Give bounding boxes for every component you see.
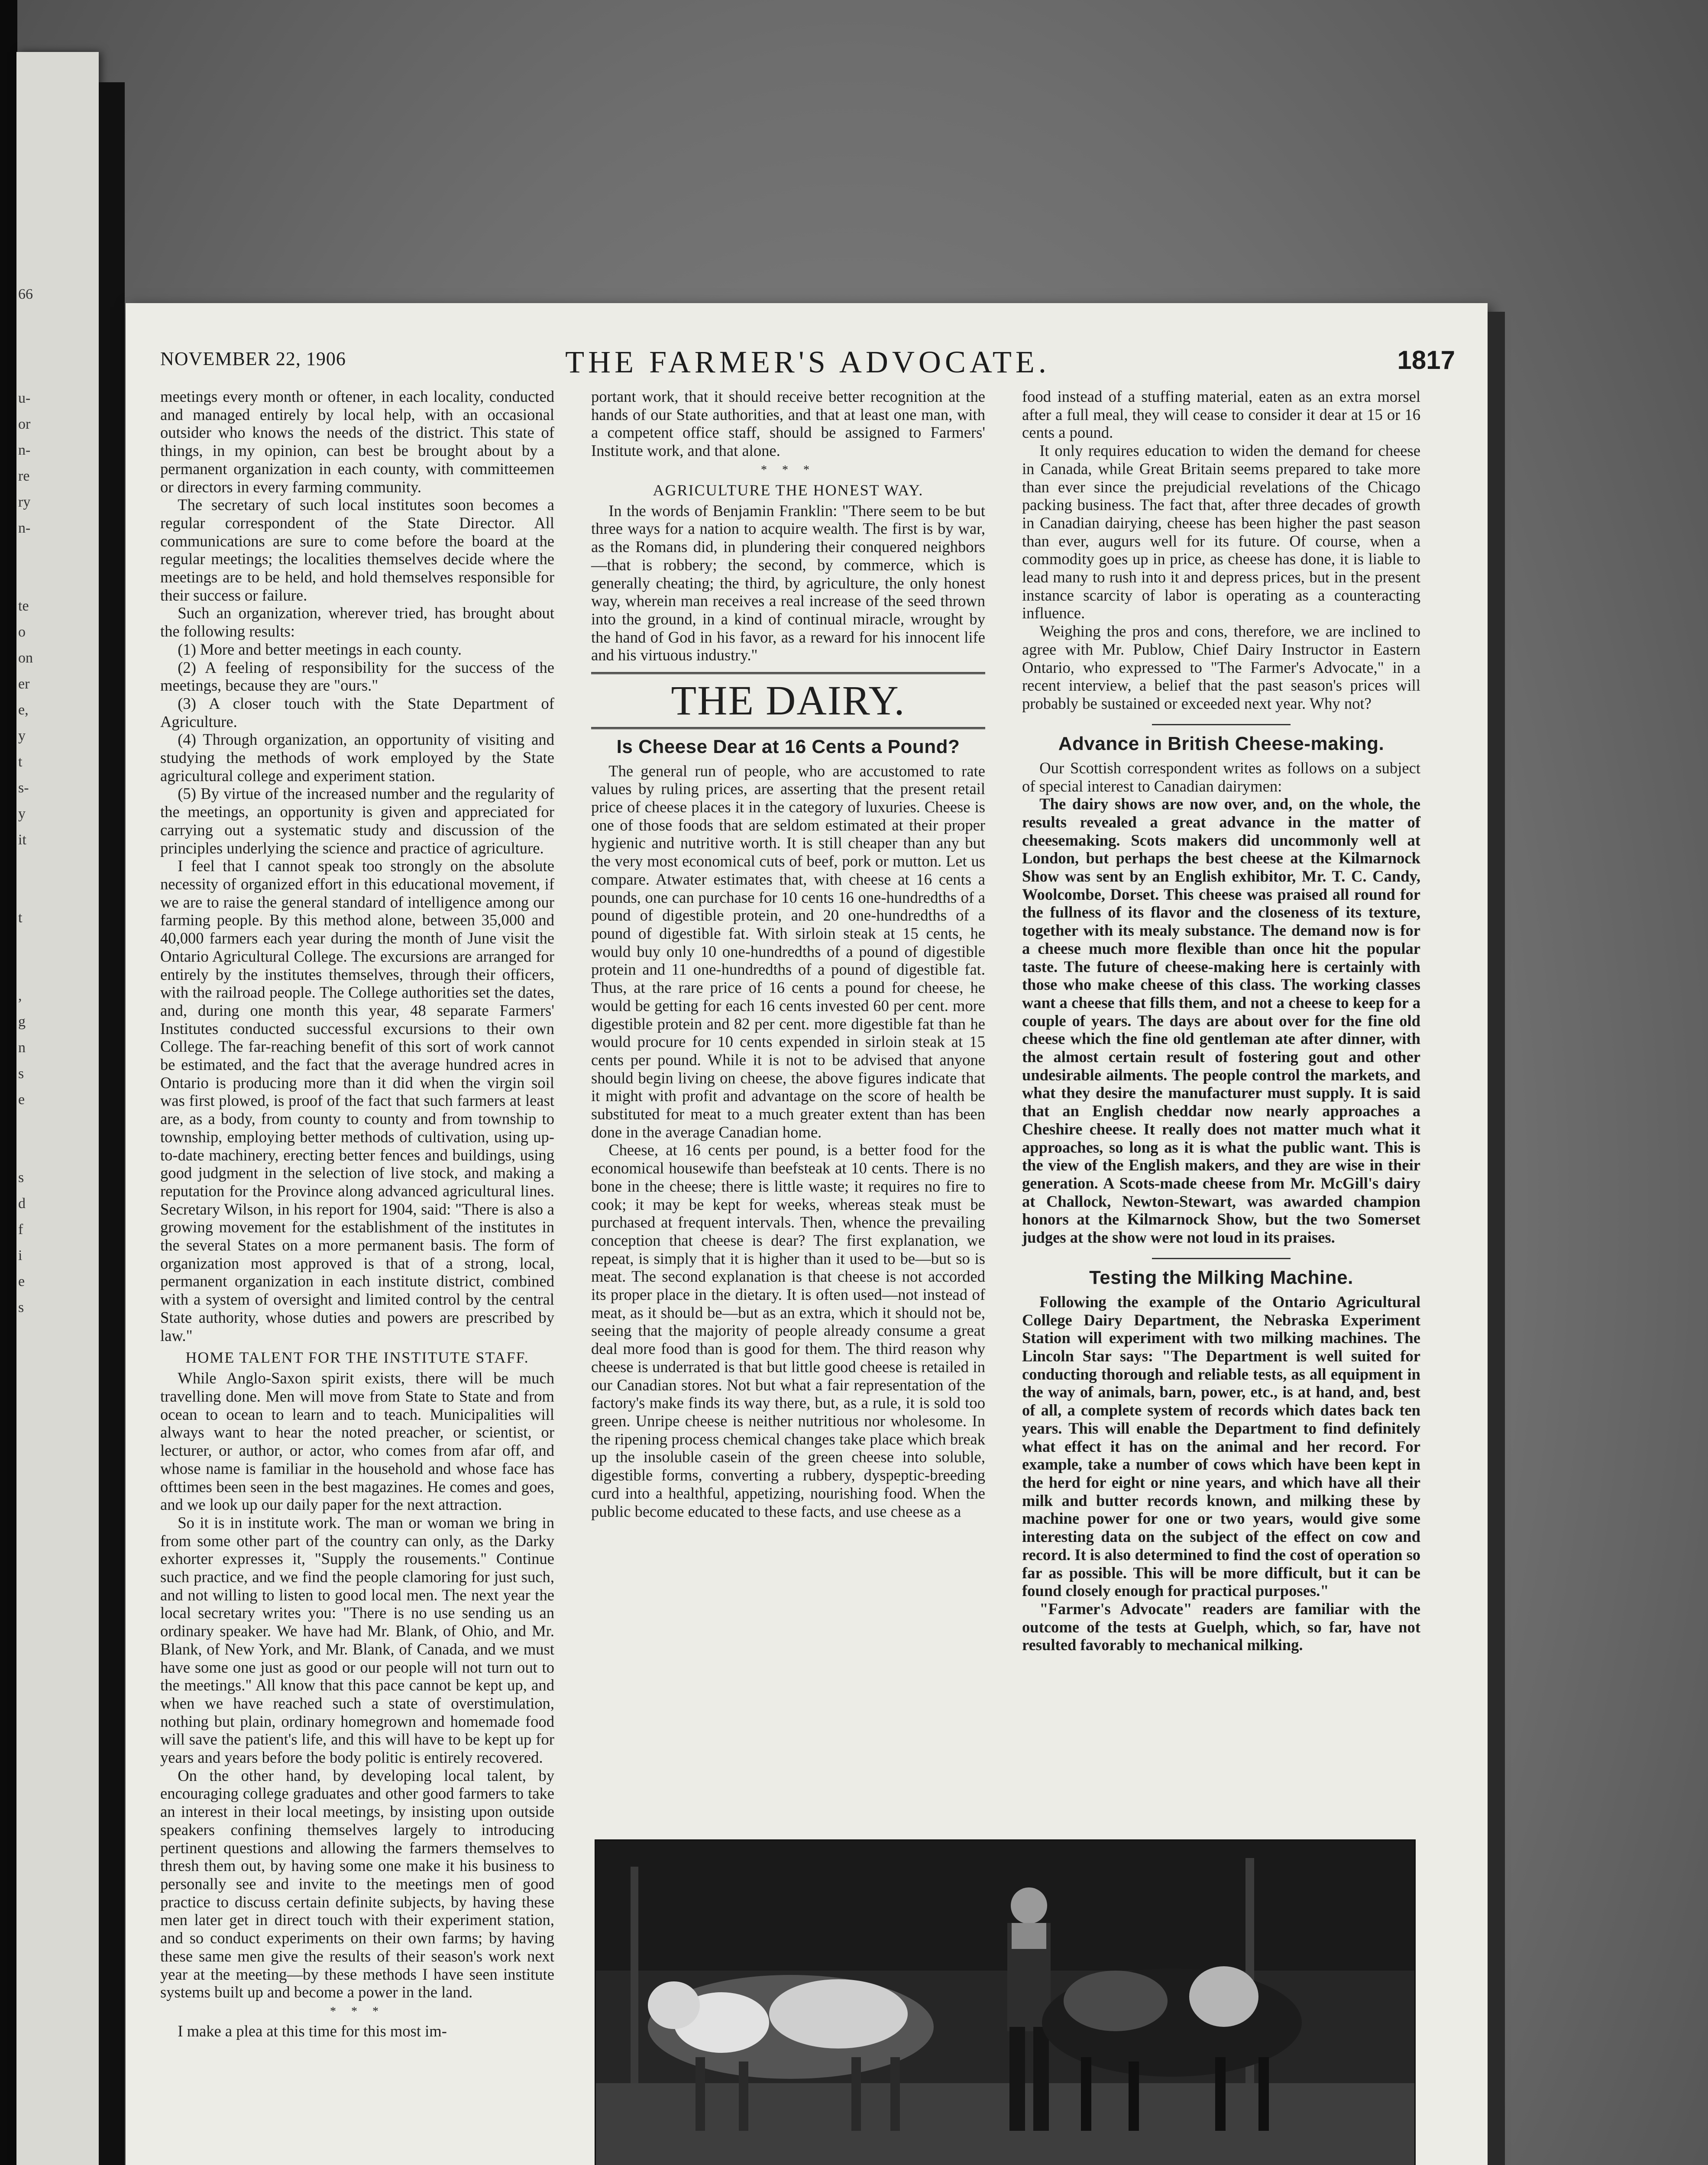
paragraph: Cheese, at 16 cents per pound, is a better food for the economical housewife than beefsteak at 10 cents. There is no bone in the cheese; there is little waste; it requires no fire to cook; it may be kept for weeks, whereas steak must be purchased at frequent intervals. Then, whence the prevailing conception that cheese is dear? The first explanation, we repeat, is simply that it is higher than it used to be—but so is meat. The second explanation is that cheese is not accorded its proper place in the dietary. It is often used—not instead of meat, as it should be—but as an extra, which it should not be, seeing that the majority of people already consume a great deal more food than is good for them. The third reason why cheese is underrated is that but little good cheese is retailed in our Canadian stores. Not but what a fair representation of the factory's make finds its way there, but, as a rule, it is sold too green. Unripe cheese is neither nutritious nor wholesome. In the ripening process chemical changes take place which break up the insoluble casein of the green cheese into soluble, digestible forms, converting a rubbery, dyspeptic-breeding curd into a healthful, appetizing, nourishing food. When the public become educated to these facts, and use cheese as a [591,1141,985,1520]
list-item: (3) A closer touch with the State Department of Agriculture. [160,694,554,730]
list-item: (1) More and better meetings in each county. [178,640,462,658]
prev-page-text-fragment: s- [18,780,29,796]
page-number: 1817 [1397,346,1455,375]
section-stars: * * * [330,2004,385,2018]
paragraph: So it is in institute work. The man or woman we bring in from some other part of the country can only, as the Darky exhorter expresses it, "Supply the rousements." Continue such practice, and we find the people clamoring for just such, and not willing to listen to good local men. The next year the local secretary writes you: "There is no use sending us an ordinary speaker. We have had Mr. Blank, of Ohio, and Mr. Blank, of New York, and Mr. Blank, of Canada, and we must have some one just as good or our people will not turn out to the meetings." All know that this pace cannot be kept up, and when we have reached such a state of overstimulation, nothing but plain, ordinary homegrown and homemade food will save the patient's life, and this will have to be kept up for years and years before the body politic is entirely recovered. [160,1513,554,1767]
shorthorn-photo [595,1839,1416,2165]
prev-page-text-fragment: or [18,416,31,432]
prev-page-text-fragment: d [18,1196,26,1212]
paragraph: It only requires education to widen the demand for cheese in Canada, while Great Britain seems prepared to take more than ever since the prejudicial revelations of the Chicago packing business. The fact that, after three decades of growth in Canadian dairying, cheese has been higher the past season than ever, augurs well for its future. Of course, when a commodity goes up in price, as cheese has done, it is liable to lead many to rush into it and depress prices, but in the present instance scarcity of labor is operating as a counteracting influence. [1022,442,1420,622]
paragraph: While Anglo-Saxon spirit exists, there will be much travelling done. Men will move from State to State and from ocean to ocean to learn and to teach. Municipalities will always want to hear the noted preacher, or scientist, or lecturer, or author, or actor, who comes from afar off, and whose name is familiar in the household and whose face has ofttimes been seen in the best magazines. He comes and goes, and we look up our daily paper for the next attraction. [160,1369,554,1514]
prev-page-text-fragment: te [18,598,29,614]
scan-gutter [99,82,125,2165]
list-item: (2) A feeling of responsibility for the success of the meetings, because they are "ours." [160,658,554,695]
page-edge-shadow [1488,312,1505,2165]
prev-page-text-fragment: y [18,728,26,744]
section-subheading: AGRICULTURE THE HONEST WAY. [653,481,924,499]
section-subheading: HOME TALENT FOR THE INSTITUTE STAFF. [185,1349,529,1367]
prev-page-text-fragment: o [18,624,26,640]
article-heading: Advance in British Cheese-making. [1058,733,1385,754]
prev-page-text-fragment: re [18,468,30,484]
list-item: (5) By virtue of the increased number and the regularity of the meetings, an opportunity is given and appreciated for carrying out a systematic study and discussion of the principles underlying the science and practice of agriculture. [160,785,554,857]
paragraph: "Farmer's Advocate" readers are familiar with the outcome of the tests at Guelph, which, so far, have not resulted favorably to mechanical milking. [1022,1600,1420,1654]
department-heading: THE DAIRY. [591,672,985,729]
divider [1152,724,1291,725]
column-1 [160,388,554,2040]
prev-page-text-fragment: on [18,650,33,666]
article-heading: Testing the Milking Machine. [1089,1267,1353,1288]
column-2 [591,388,985,1520]
paragraph: I make a plea at this time for this most im- [178,2022,447,2040]
prev-page-text-fragment: s [18,1299,24,1315]
prev-page-text-fragment: n [18,1040,26,1056]
prev-page-text-fragment: ry [18,494,31,510]
paragraph: Such an organization, wherever tried, has brought about the following results: [160,604,554,640]
prev-page-text-fragment: er [18,676,30,692]
prev-page-text-fragment: it [18,832,26,848]
paragraph: Weighing the pros and cons, therefore, we are inclined to agree with Mr. Publow, Chief Dairy Instructor in Eastern Ontario, who expressed to "The Farmer's Advocate," in a recent interview, a belief that the past season's prices will probably be sustained or exceeded next year. Why not? [1022,622,1420,712]
prev-page-text-fragment: , [18,988,22,1004]
prev-page-text-fragment: e [18,1273,25,1289]
paragraph: meetings every month or oftener, in each locality, conducted and managed entirely by local help, with an occasional outsider who knows the needs of the district. This state of things, in my opinion, can best be brought about by a permanent organization in each county, with committeemen or directors in every farming community. [160,388,554,496]
list-item: (4) Through organization, an opportunity of visiting and studying the methods of work employed by the State agricultural college and experiment station. [160,730,554,785]
section-stars: * * * [761,463,815,477]
newspaper-page [126,303,1488,2165]
masthead-title: THE FARMER'S ADVOCATE. [565,345,1050,379]
paragraph: Our Scottish correspondent writes as follows on a subject of special interest to Canadian dairymen: [1022,759,1420,795]
paragraph: The secretary of such local institutes soon becomes a regular correspondent of the State Director. All communications are sure to come before the board at the regular meetings; the localities themselves decide where the meetings are to be held, and hold themselves responsible for their success or failure. [160,496,554,604]
scan-left-edge [0,0,17,2165]
previous-page-fragment [16,52,99,2165]
paragraph: I feel that I cannot speak too strongly on the absolute necessity of organized effort in this educational movement, if we are to raise the general standard of intelligence among our farming people. By this method alone, between 35,000 and 40,000 farmers each year during the month of June visit the Ontario Agricultural College. The excursions are arranged for entirely by the institutes themselves, through their officers, with the railroad people. The College authorities set the dates, and, during one month this year, 48 separate Farmers' Institutes conducted successful excursions to their own College. The far-reaching benefit of this sort of work cannot be estimated, and the fact that the average hundred acres in Ontario is producing more than it did when the virgin soil was first plowed, is proof of the fact that such farmers at least are, as a body, from county to county and from township to township, employing better methods of cultivation, using up-to-date machinery, erecting better fences and buildings, using good judgment in the selection of live stock, and making a reputation for the Province along advanced agricultural lines. Secretary Wilson, in his report for 1904, said: "There is also a growing movement for the establishment of the institutes in the several States on a more permanent basis. The form of organization most approved is that of a strong, local, permanent organization in each institute district, combined with a system of oversight and limited control by the central State authority, whose duties and powers are prescribed by law." [160,857,554,1344]
prev-page-text-fragment: e [18,1092,25,1108]
page-header [160,344,1455,392]
issue-date: NOVEMBER 22, 1906 [160,348,346,369]
photograph-block [595,1839,1413,2165]
prev-page-text-fragment: s [18,1066,24,1082]
prev-page-text-fragment: g [18,1014,26,1030]
prev-page-text-fragment: i [18,1247,23,1263]
cattle-illustration [596,1841,1414,2165]
paragraph: On the other hand, by developing local talent, by encouraging college graduates and other good farmers to take an interest in their local meetings, by insisting upon outside speakers confining themselves largely to introducing pertinent questions and allowing the farmers themselves to thresh them out, by having some one make it his business to personally see and invite to the meetings men of good practice to discuss certain definite subjects, by having these men later get in direct touch with their experiment station, and so conduct experiments on their own farms; by having these same men give the results of their season's work next year at the meeting—by these methods I have seen institute systems built up and become a power in the land. [160,1766,554,2001]
paragraph: The general run of people, who are accustomed to rate values by ruling prices, are asserting that the present retail price of cheese places it in the category of luxuries. Cheese is one of those foods that are seldom estimated at their proper hygienic and nutritive worth. It is still cheaper than any but the very most economical cuts of beef, pork or mutton. Let us compare. Atwater estimates that, with cheese at 16 cents a pounds, one can purchase for 10 cents 16 one-hundredths of a pound of digestible protein, and 20 one-hundredths of a pound of digestible fat. With sirloin steak at 15 cents, he would buy only 10 one-hundredths of a pound of digestible protein and 11 one-hundredths of a pound of digestible fat. Thus, at the rare price of 16 cents a pound for cheese, he would be getting for each 16 cents invested 60 per cent. more digestible protein and 82 per cent. more digestible fat than he would procure for 10 cents expended in sirloin steak at 15 cents per pound. While it is not to be advised that anyone should begin living on cheese, the above figures indicate that it might with profit and advantage on the score of health be substituted for meat to a much greater extent than has been done in the average Canadian home. [591,762,985,1141]
paragraph: Following the example of the Ontario Agricultural College Dairy Department, the Nebraska Experiment Station will experiment with two milking machines. The Lincoln Star says: "The Department is well suited for conducting thorough and reliable tests, as all equipment in the way of animals, barn, power, etc., is at hand, and, best of all, a complete system of records which dates back ten years. This will enable the Department to find definitely what effect it has on the animal and her record. For example, take a number of cows which have been kept in the herd for eight or nine years, and which have all their milk and butter records known, and milking these by machine power for one or two years, would give some interesting data on the subject of the effect on cow and record. It is also determined to find the cost of operation so far as possible. This will be more difficult, but it can be found closely enough for practical purposes." [1022,1293,1420,1600]
prev-page-text-fragment: n- [18,520,31,536]
prev-page-text-fragment: f [18,1221,23,1238]
article-heading: Is Cheese Dear at 16 Cents a Pound? [616,736,960,757]
column-3 [1022,388,1420,1654]
paragraph: portant work, that it should receive better recognition at the hands of our State authorities, and that at least one man, with a competent office staff, should be assigned to Farmers' Institute work, and that alone. [591,388,985,460]
prev-page-text-fragment: e, [18,702,29,718]
prev-page-text-fragment: t [18,910,23,926]
prev-page-text-fragment: y [18,806,26,822]
prev-page-text-fragment: n- [18,442,31,458]
paragraph: In the words of Benjamin Franklin: "There seem to be but three ways for a nation to acquire wealth. The first is by war, as the Romans did, in plundering their conquered neighbors—that is robbery; the second, by commerce, which is generally cheating; the third, by agriculture, the only honest way, wherein man receives a real increase of the seed thrown into the ground, in a kind of continual miracle, wrought by the hand of God in his favor, as a reward for his innocent life and his virtuous industry." [591,501,985,664]
paragraph: The dairy shows are now over, and, on the whole, the results revealed a great advance in the matter of cheesemaking. Scots makers did uncommonly well at London, but perhaps the best cheese at the Kilmarnock Show was sent by an English exhibitor, Mr. T. C. Candy, Woolcombe, Dorset. This cheese was praised all round for the fullness of its flavor and the closeness of its texture, together with its mealy substance. The demand now is for a cheese much more flexible than once hit the popular taste. The future of cheese-making here is certainly with those who make cheese of this class. The working classes want a cheese that fills them, and not a cheese to keep for a couple of years. The days are about over for the fine old cheese which the fine old gentleman ate after dinner, with the almost certain result of fostering gout and other undesirable ailments. The people control the markets, and what they desire the manufacturer must supply. It is said that an English cheddar now nearly approaches a Cheshire cheese. It really does not matter much what it approaches, so long as it is what the public want. This is the view of the English makers, and they are wise in their generation. A Scots-made cheese from Mr. McGill's dairy at Challock, Newton-Stewart, was awarded champion honors at the Kilmarnock Show, but the two Somerset judges at the show were not loud in its praises. [1022,795,1420,1247]
prev-page-text-fragment: u- [18,390,31,406]
prev-page-text-fragment: 66 [18,286,33,302]
divider [1152,1258,1291,1259]
prev-page-text-fragment: s [18,1170,24,1186]
prev-page-text-fragment: t [18,754,23,770]
paragraph: food instead of a stuffing material, eaten as an extra morsel after a full meal, they will cease to consider it dear at 15 or 16 cents a pound. [1022,388,1420,442]
